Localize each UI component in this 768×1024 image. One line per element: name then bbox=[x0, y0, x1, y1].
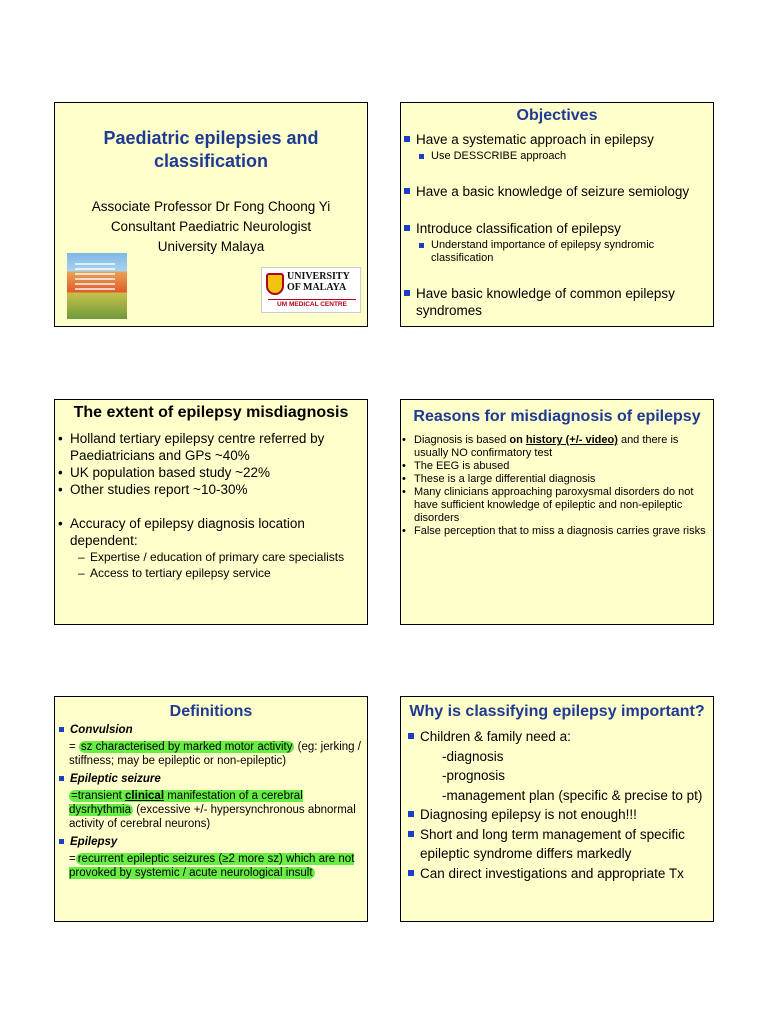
need-item: -prognosis bbox=[442, 768, 506, 783]
slide-objectives bbox=[400, 102, 714, 327]
building-windows bbox=[75, 263, 115, 293]
list-item: Introduce classification of epilepsy Understand importance of epilepsy syndromic classification bbox=[403, 220, 709, 265]
list-item: • Diagnosis is based on history (+/- video) and there is usually NO confirmatory test bbox=[402, 434, 711, 460]
logo-subtitle: UM MEDICAL CENTRE bbox=[268, 299, 356, 308]
list-item: Short and long term management of specific epileptic syndrome differs markedly bbox=[407, 825, 709, 864]
list-item: Diagnosing epilepsy is not enough!!! bbox=[407, 805, 709, 825]
list-item: • Holland tertiary epilepsy centre referred by Paediatricians and GPs ~40% bbox=[58, 430, 361, 464]
slide-title-heading: Paediatric epilepsies and classification bbox=[103, 128, 319, 171]
misdiagnosis-reasons-title: Reasons for misdiagnosis of epilepsy bbox=[413, 408, 701, 425]
list-item: Have a systematic approach in epilepsy Use DESSCRIBE approach bbox=[403, 131, 709, 163]
objectives-list bbox=[403, 131, 709, 327]
reasons-list bbox=[402, 434, 711, 538]
list-item: Have basic knowledge of common epilepsy syndromes bbox=[403, 285, 709, 319]
need-item: -management plan (specific & precise to pt) bbox=[442, 787, 703, 803]
list-item: Children & family need a: -diagnosis -prognosis -management plan (specific & precise to pt) bbox=[407, 727, 709, 805]
list-item: • Accuracy of epilepsy diagnosis location dependent: – Expertise / education of primary care specialists – Access to tertiary epilepsy service bbox=[58, 515, 361, 581]
list-item: • UK population based study ~22% bbox=[58, 464, 361, 481]
term-convulsion: Convulsion bbox=[57, 723, 361, 737]
extent-list bbox=[58, 430, 361, 581]
logo-text: UNIVERSITY OF MALAYA bbox=[287, 271, 350, 293]
university-logo bbox=[261, 267, 361, 313]
list-item: Can direct investigations and appropriate Tx bbox=[407, 864, 709, 884]
definitions-title: Definitions bbox=[169, 703, 253, 720]
sub-item: Use DESSCRIBE approach bbox=[418, 150, 709, 163]
university-crest-icon bbox=[266, 273, 284, 295]
list-item: Have a basic knowledge of seizure semiology bbox=[403, 183, 709, 200]
definition-convulsion: = sz characterised by marked motor activity (eg: jerking / stiffness; may be epileptic or non-epileptic) bbox=[69, 741, 361, 767]
definition-epileptic-seizure: =transient clinical manifestation of a cerebral dysrhythmia (excessive +/- hypersynchronous abnormal activity of cerebral neurons) bbox=[69, 790, 356, 830]
slide-definitions bbox=[54, 696, 368, 922]
author-name: Associate Professor Dr Fong Choong Yi bbox=[91, 199, 331, 214]
objectives-title: Objectives bbox=[516, 107, 598, 124]
slide-misdiagnosis-extent bbox=[54, 399, 368, 625]
author-block bbox=[55, 197, 367, 257]
author-role: Consultant Paediatric Neurologist bbox=[110, 219, 312, 234]
term-epileptic-seizure: Epileptic seizure bbox=[57, 772, 361, 786]
slide-misdiagnosis-reasons bbox=[400, 399, 714, 625]
definition-epilepsy: = recurrent epileptic seizures (≥2 more sz) which are not provoked by systemic / acute neurological insult bbox=[69, 853, 355, 879]
slide-classification-importance bbox=[400, 696, 714, 922]
list-item: • Other studies report ~10-30% bbox=[58, 481, 361, 498]
list-item: • False perception that to miss a diagnosis carries grave risks bbox=[402, 525, 711, 538]
sub-item: – Access to tertiary epilepsy service bbox=[74, 565, 361, 581]
need-item: -diagnosis bbox=[442, 748, 504, 764]
sub-item: Understand importance of epilepsy syndromic classification bbox=[418, 239, 709, 265]
list-item: • These is a large differential diagnosis bbox=[402, 473, 711, 486]
misdiagnosis-extent-title: The extent of epilepsy misdiagnosis bbox=[73, 404, 349, 421]
importance-list bbox=[407, 727, 709, 883]
term-epilepsy: Epilepsy bbox=[57, 835, 361, 849]
list-item: • The EEG is abused bbox=[402, 460, 711, 473]
definitions-body bbox=[57, 719, 361, 880]
list-item: • Many clinicians approaching paroxysmal disorders do not have sufficient knowledge of epileptic and non-epileptic disorders bbox=[402, 486, 711, 525]
slide-title bbox=[54, 102, 368, 327]
author-institution: University Malaya bbox=[157, 239, 265, 254]
sub-item: – Expertise / education of primary care specialists bbox=[74, 549, 361, 565]
classification-importance-title: Why is classifying epilepsy important? bbox=[409, 703, 705, 720]
